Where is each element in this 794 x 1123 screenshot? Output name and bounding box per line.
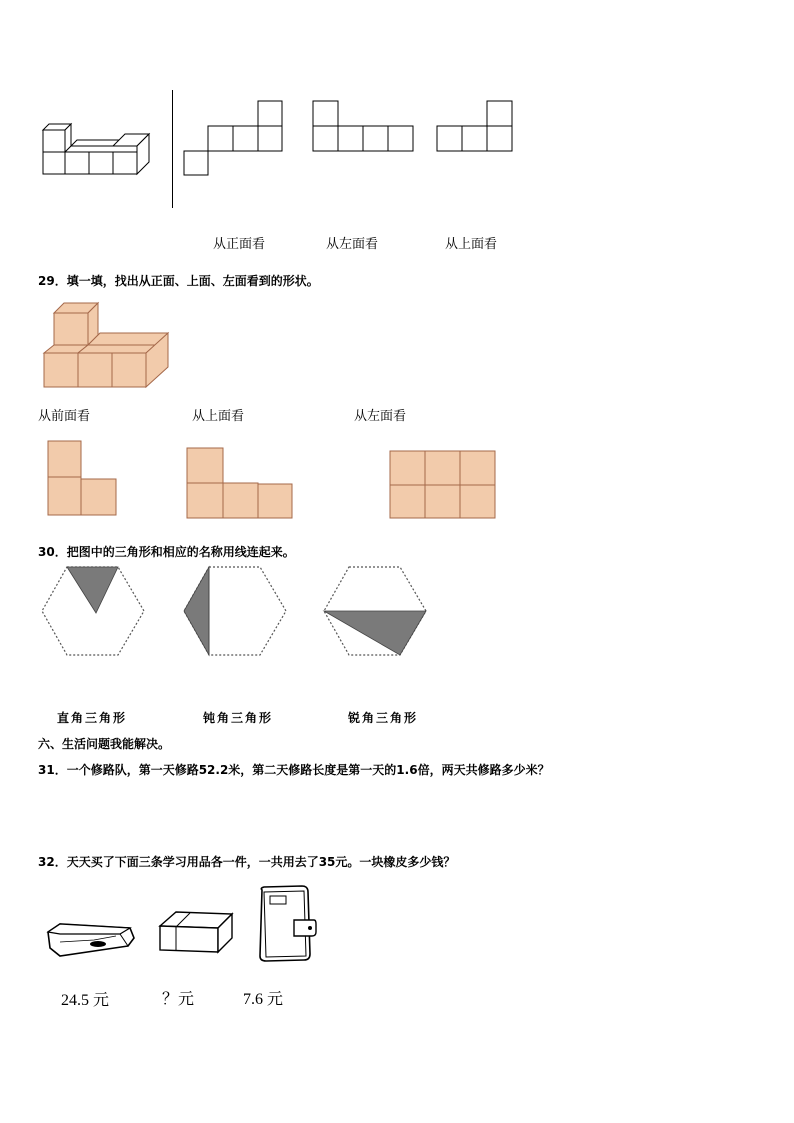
front-view-grid (183, 100, 283, 176)
calculator-wallet-icon (254, 884, 318, 964)
name-obtuse-triangle: 钝角三角形 (203, 711, 274, 725)
question-30-text: 30．把图中的三角形和相应的名称用线连起来。 (38, 545, 295, 559)
tan-cube-figure (44, 300, 170, 390)
name-right-triangle: 直角三角形 (57, 711, 128, 725)
hexagon-obtuse-triangle (182, 563, 292, 659)
left-view-grid (312, 100, 414, 152)
label-left-view: 从左面看 (354, 409, 407, 424)
divider-line (172, 90, 173, 208)
name-acute-triangle: 锐角三角形 (348, 711, 419, 725)
cube-stack-figure (40, 122, 155, 180)
price-calculator: 7.6 元 (243, 991, 284, 1008)
question-29-text: 29．填一填，找出从正面、上面、左面看到的形状。 (38, 274, 319, 288)
view-label-top: 从上面看 (445, 237, 498, 252)
top-view-shape (186, 447, 294, 520)
left-view-shape (389, 450, 497, 520)
hexagon-acute-triangle (322, 563, 432, 659)
price-pencil-case: 24.5 元 (61, 992, 110, 1009)
view-label-left: 从左面看 (326, 237, 379, 252)
price-eraser: ？元 (162, 991, 195, 1008)
front-view-shape (47, 440, 119, 518)
hexagon-right-triangle (40, 563, 150, 659)
question-31-text: 31．一个修路队，第一天修路52.2米，第二天修路长度是第一天的1.6倍，两天共修路多少米？ (38, 763, 550, 777)
question-32-text: 32．天天买了下面三条学习用品各一件，一共用去了35元。一块橡皮多少钱？ (38, 855, 456, 869)
top-view-grid (436, 100, 514, 152)
label-top-view: 从上面看 (192, 409, 245, 424)
pencil-case-icon (44, 912, 136, 962)
view-label-front: 从正面看 (213, 237, 266, 252)
eraser-icon (156, 906, 236, 958)
section-6-heading: 六、生活问题我能解决。 (38, 737, 171, 751)
label-front-view: 从前面看 (38, 409, 91, 424)
